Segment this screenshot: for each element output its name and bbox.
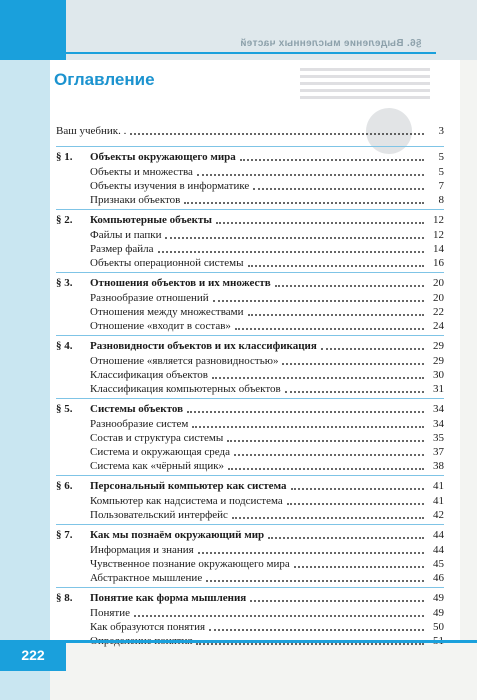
dot-leader: [268, 537, 424, 539]
toc-subsection-entry[interactable]: [56, 417, 444, 431]
toc-entry-title: Системы объектов: [90, 403, 184, 415]
toc-page-number: 34: [433, 418, 444, 430]
toc-entry-title: Понятие как форма мышления: [90, 592, 247, 604]
toc-section-entry[interactable]: [56, 402, 444, 416]
dot-leader: [213, 300, 424, 302]
toc-entry-title: Персональный компьютер как система: [90, 480, 287, 492]
dot-leader: [197, 174, 424, 176]
toc-entry-title: Классификация компьютерных объектов: [90, 383, 281, 395]
toc-entry-title: Состав и структура системы: [90, 432, 224, 444]
dot-leader: [216, 222, 424, 224]
top-band: [0, 0, 477, 60]
toc-entry-title: Компьютерные объекты: [90, 214, 212, 226]
toc-entry-title: Компьютер как надсистема и подсистема: [90, 495, 283, 507]
toc-page-number: 41: [433, 480, 444, 492]
section-divider: [56, 335, 444, 336]
dot-leader: [285, 391, 424, 393]
toc-page-number: 29: [433, 340, 444, 352]
dot-leader: [165, 237, 424, 239]
toc-section-number: § 1.: [56, 151, 73, 163]
section-divider: [56, 587, 444, 588]
dot-leader: [291, 488, 425, 490]
toc-section-entry[interactable]: [56, 528, 444, 542]
toc-subsection-entry[interactable]: [56, 543, 444, 557]
toc-page-number: 50: [433, 621, 444, 633]
section-divider: [56, 398, 444, 399]
dot-leader: [275, 285, 424, 287]
page-number: 222: [21, 647, 45, 663]
dot-leader: [228, 468, 424, 470]
toc-section-entry[interactable]: [56, 150, 444, 164]
toc-subsection-entry[interactable]: [56, 620, 444, 634]
dot-leader: [198, 552, 424, 554]
toc-entry-title: Объекты изучения в информатике: [90, 180, 250, 192]
toc-entry-title: Объекты и множества: [90, 166, 193, 178]
toc-page-number: 44: [433, 529, 444, 541]
toc-section-entry[interactable]: [56, 339, 444, 353]
toc-subsection-entry[interactable]: [56, 319, 444, 333]
toc-section-number: § 5.: [56, 403, 73, 415]
toc-page-number: 12: [433, 229, 444, 241]
toc-entry-title: Отношения объектов и их множеств: [90, 277, 271, 289]
dot-leader: [248, 265, 424, 267]
section-divider: [56, 272, 444, 273]
toc-entry-title: Признаки объектов: [90, 194, 181, 206]
toc-entry-title: Как мы познаём окружающий мир: [90, 529, 265, 541]
dot-leader: [248, 314, 424, 316]
toc-entry-title: Файлы и папки: [90, 229, 162, 241]
toc-subsection-entry[interactable]: [56, 354, 444, 368]
dot-leader: [227, 440, 424, 442]
toc-entry-title: Как образуются понятия: [90, 621, 206, 633]
toc-entry-title: Классификация объектов: [90, 369, 208, 381]
toc-subsection-entry[interactable]: [56, 165, 444, 179]
toc-section-entry[interactable]: [56, 479, 444, 493]
toc-page-number: 20: [433, 292, 444, 304]
toc-section-number: § 4.: [56, 340, 73, 352]
dot-leader: [321, 348, 424, 350]
toc-subsection-entry[interactable]: [56, 431, 444, 445]
toc-intro-entry[interactable]: [56, 124, 444, 138]
toc-entry-title: Объекты операционной системы: [90, 257, 244, 269]
toc-entry-title: Отношение «является разновидностью»: [90, 355, 279, 367]
dot-leader: [130, 133, 424, 135]
toc-subsection-entry[interactable]: [56, 228, 444, 242]
toc-subsection-entry[interactable]: [56, 382, 444, 396]
toc-entry-title: Система и окружающая среда: [90, 446, 230, 458]
dot-leader: [234, 454, 424, 456]
toc-subsection-entry[interactable]: [56, 459, 444, 473]
dot-leader: [240, 159, 424, 161]
section-divider: [56, 209, 444, 210]
toc-page-number: 5: [438, 166, 444, 178]
toc-subsection-entry[interactable]: [56, 606, 444, 620]
toc-subsection-entry[interactable]: [56, 494, 444, 508]
toc-entry-title: Система как «чёрный ящик»: [90, 460, 225, 472]
dot-leader: [184, 202, 424, 204]
toc-entry-title: Абстрактное мышление: [90, 572, 203, 584]
toc-subsection-entry[interactable]: [56, 508, 444, 522]
dot-leader: [209, 629, 424, 631]
toc-section-number: § 3.: [56, 277, 73, 289]
toc-page-number: 22: [433, 306, 444, 318]
top-corner-block: [0, 0, 66, 60]
footer-rule: [0, 640, 477, 643]
dot-leader: [212, 377, 424, 379]
toc-section-number: § 7.: [56, 529, 73, 541]
toc-page-number: 46: [433, 572, 444, 584]
toc-section-entry[interactable]: [56, 213, 444, 227]
toc-entry-title: Разновидности объектов и их классификация: [90, 340, 317, 352]
toc-page-number: 38: [433, 460, 444, 472]
toc-section-number: § 6.: [56, 480, 73, 492]
toc-page-number: 37: [433, 446, 444, 458]
toc-section-number: § 2.: [56, 214, 73, 226]
toc-entry-title: Понятие: [90, 607, 130, 619]
toc-entry-title: Информация и знания: [90, 544, 194, 556]
toc-page-number: 16: [433, 257, 444, 269]
toc-page-number: 5: [438, 151, 444, 163]
dot-leader: [134, 615, 424, 617]
left-margin-strip: [0, 0, 50, 700]
toc-page-number: 49: [433, 592, 444, 604]
bleed-through-text: [300, 64, 430, 109]
toc-page-number: 29: [433, 355, 444, 367]
toc-page-number: 20: [433, 277, 444, 289]
toc-subsection-entry[interactable]: [56, 256, 444, 270]
toc-entry-title: Пользовательский интерфейс: [90, 509, 228, 521]
toc-entry-title: Разнообразие систем: [90, 418, 189, 430]
toc-subsection-entry[interactable]: [56, 368, 444, 382]
toc-page-number: 8: [438, 194, 444, 206]
dot-leader: [294, 566, 424, 568]
toc-section-number: § 8.: [56, 592, 73, 604]
dot-leader: [235, 328, 424, 330]
toc-entry-title: Разнообразие отношений: [90, 292, 209, 304]
toc-page-number: 30: [433, 369, 444, 381]
toc-page-number: 14: [433, 243, 444, 255]
dot-leader: [196, 643, 424, 645]
toc-page-number: 44: [433, 544, 444, 556]
toc-page-number: 35: [433, 432, 444, 444]
toc-page-number: 7: [438, 180, 444, 192]
toc-subsection-entry[interactable]: [56, 291, 444, 305]
page-title: Оглавление: [54, 70, 155, 89]
toc-page-number: 3: [438, 125, 444, 137]
toc-entry-title: Отношение «входит в состав»: [90, 320, 231, 332]
toc-page-number: 49: [433, 607, 444, 619]
toc-page-number: 31: [433, 383, 444, 395]
bleed-through-header: §6. Выделение мысленных частей: [240, 38, 422, 49]
toc-subsection-entry[interactable]: [56, 557, 444, 571]
dot-leader: [192, 426, 424, 428]
toc-section-entry[interactable]: [56, 591, 444, 605]
dot-leader: [287, 503, 424, 505]
toc-entry-title: Ваш учебник. .: [56, 125, 127, 137]
section-divider: [56, 146, 444, 147]
dot-leader: [158, 251, 424, 253]
toc-entry-title: Размер файла: [90, 243, 154, 255]
section-divider: [56, 475, 444, 476]
toc-page-number: 42: [433, 509, 444, 521]
toc-subsection-entry[interactable]: [56, 571, 444, 585]
dot-leader: [232, 517, 424, 519]
dot-leader: [206, 580, 424, 582]
toc-section-entry[interactable]: [56, 276, 444, 290]
toc-entry-title: Чувственное познание окружающего мира: [90, 558, 290, 570]
toc-page-number: 34: [433, 403, 444, 415]
toc-subsection-entry[interactable]: [56, 179, 444, 193]
toc-subsection-entry[interactable]: [56, 445, 444, 459]
dot-leader: [250, 600, 424, 602]
toc-subsection-entry[interactable]: [56, 242, 444, 256]
section-divider: [56, 524, 444, 525]
toc-page-number: 12: [433, 214, 444, 226]
dot-leader: [253, 188, 424, 190]
toc-page-number: 41: [433, 495, 444, 507]
toc-page-number: 45: [433, 558, 444, 570]
toc-entry-title: Объекты окружающего мира: [90, 151, 236, 163]
toc-entry-title: Отношения между множествами: [90, 306, 244, 318]
toc-page-number: 24: [433, 320, 444, 332]
toc-subsection-entry[interactable]: [56, 305, 444, 319]
header-rule: [66, 52, 436, 54]
toc-subsection-entry[interactable]: [56, 193, 444, 207]
dot-leader: [187, 411, 424, 413]
dot-leader: [282, 363, 424, 365]
